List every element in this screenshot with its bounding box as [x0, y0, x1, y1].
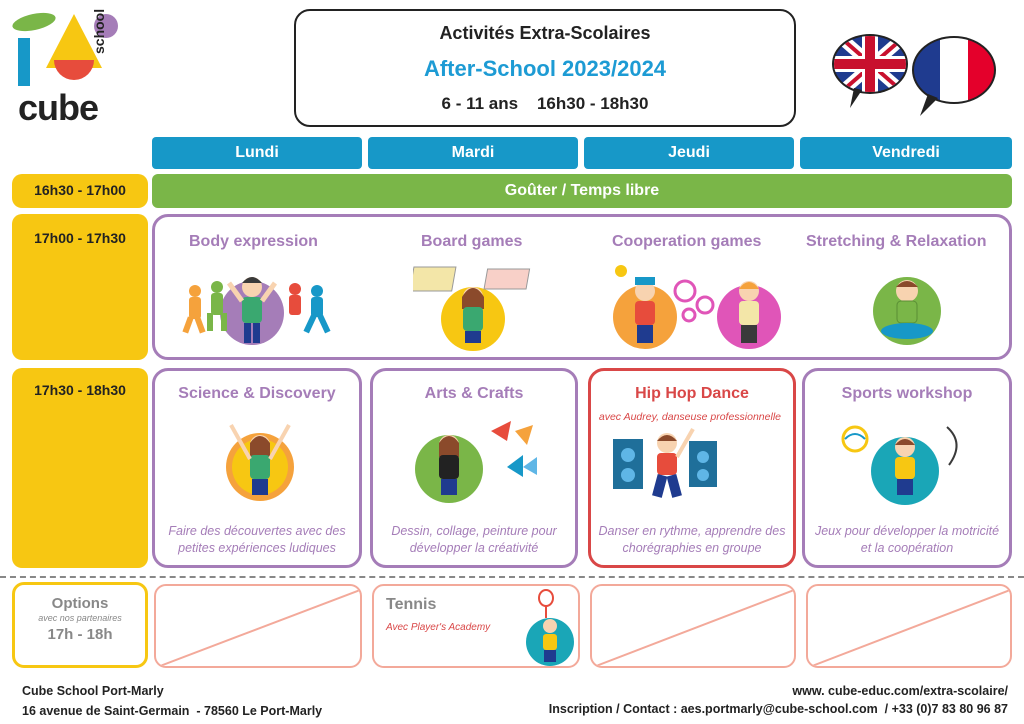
time-slot-1	[12, 174, 148, 208]
tennis-player-icon	[520, 588, 580, 668]
france-flag-bubble	[912, 30, 998, 116]
time-slot-3	[12, 368, 148, 568]
time-slot-2-label: 17h00 - 17h30	[34, 230, 126, 246]
crossed-out-icon	[808, 586, 1012, 668]
snack-bar: Goûter / Temps libre	[152, 174, 1012, 208]
card-description: Faire des découvertes avec des petites expériences ludiques	[168, 524, 346, 555]
activity-board-games: Board games	[421, 233, 523, 250]
time-slot-2	[12, 214, 148, 360]
age-and-hours: 6 - 11 ans 16h30 - 18h30	[441, 94, 649, 113]
stretching-illustration-icon	[867, 261, 947, 353]
crossed-out-icon	[592, 586, 796, 668]
day-header-monday: Lundi	[152, 137, 362, 169]
options-divider	[0, 576, 1024, 578]
arts-crafts-illustration-icon	[411, 411, 541, 507]
footer-address: 16 avenue de Saint-Germain - 78560 Le Port-Marly	[22, 704, 323, 718]
footer-contact[interactable]: Inscription / Contact : aes.portmarly@cube-school.com / +33 (0)7 83 80 96 87	[548, 702, 1008, 716]
card-description: Jeux pour développer la motricité et la coopération	[814, 524, 1000, 555]
time-slot-1-label: 16h30 - 17h00	[34, 182, 126, 198]
card-sports-workshop	[802, 368, 1012, 568]
hip-hop-dance-illustration-icon	[611, 419, 721, 507]
option-friday-empty	[806, 584, 1012, 668]
card-title: Science & Discovery	[178, 385, 336, 402]
logo-shapes-icon	[12, 10, 124, 90]
footer-school-name: Cube School Port-Marly	[22, 684, 164, 698]
card-science-discovery	[152, 368, 362, 568]
activity-body-expression: Body expression	[189, 233, 318, 250]
options-subtitle: avec nos partenaires	[38, 613, 122, 623]
crossed-out-icon	[156, 586, 362, 668]
tennis-title: Tennis	[386, 596, 437, 613]
time-slot-3-label: 17h30 - 18h30	[34, 382, 126, 398]
card-arts-crafts	[370, 368, 578, 568]
cooperation-games-illustration-icon	[609, 261, 789, 353]
card-description: Dessin, collage, peinture pour développer la créativité	[391, 524, 557, 555]
option-tennis	[372, 584, 580, 668]
day-header-friday: Vendredi	[800, 137, 1012, 169]
logo-school-label: school	[91, 8, 107, 54]
science-illustration-icon	[217, 413, 303, 503]
card-subtitle: avec Audrey, danseuse professionnelle	[598, 411, 781, 423]
uk-france-flags-icon	[832, 30, 1002, 120]
options-label-box	[12, 582, 148, 668]
tennis-partner: Avec Player's Academy	[386, 622, 491, 633]
options-time: 17h - 18h	[47, 626, 113, 643]
logo-brand: cube	[18, 87, 99, 128]
day-header-tuesday: Mardi	[368, 137, 578, 169]
sports-illustration-icon	[837, 413, 987, 509]
card-title: Sports workshop	[841, 385, 973, 402]
page-title: Activités Extra-Scolaires	[439, 23, 651, 43]
row1-activities	[152, 214, 1012, 360]
uk-flag-bubble	[832, 30, 912, 108]
card-title: Hip Hop Dance	[635, 385, 749, 402]
activity-stretching-relaxation: Stretching & Relaxation	[806, 233, 987, 250]
cube-school-logo	[12, 10, 124, 128]
title-box	[294, 9, 796, 127]
options-title: Options	[51, 595, 109, 612]
card-hip-hop-dance	[588, 368, 796, 568]
footer-website[interactable]: www. cube-educ.com/extra-scolaire/	[792, 684, 1008, 698]
body-expression-illustration-icon	[167, 261, 337, 351]
page-subtitle: After-School 2023/2024	[423, 56, 667, 81]
activity-cooperation-games: Cooperation games	[612, 233, 762, 250]
board-games-illustration-icon	[413, 261, 533, 353]
option-monday-empty	[154, 584, 362, 668]
card-title: Arts & Crafts	[424, 385, 524, 402]
option-thursday-empty	[590, 584, 796, 668]
card-description: Danser en rythme, apprendre des chorégraphies en groupe	[598, 524, 786, 555]
day-header-thursday: Jeudi	[584, 137, 794, 169]
